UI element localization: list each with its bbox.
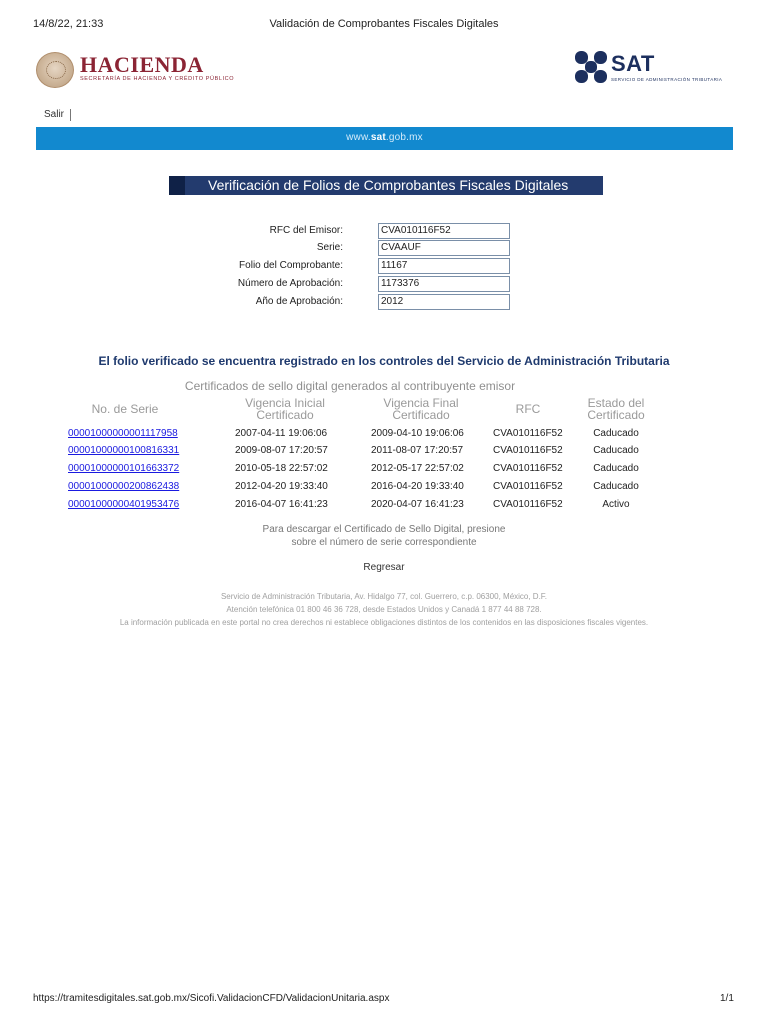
certificate-start-date: 2007-04-11 19:06:06 — [235, 428, 328, 439]
certificate-end-date: 2011-08-07 17:20:57 — [371, 445, 464, 456]
download-note-line1: Para descargar el Certificado de Sello Digital, presione — [262, 524, 506, 535]
banner-title: Verificación de Folios de Comprobantes Fiscales Digitales — [208, 177, 569, 193]
footer-address: Servicio de Administración Tributaria, Av. Hidalgo 77, col. Guerrero, c.p. 06300, México, D.F. — [220, 592, 548, 601]
certificate-rfc: CVA010116F52 — [493, 481, 563, 492]
certificate-end-date: 2016-04-20 19:33:40 — [371, 481, 464, 492]
site-header-band — [36, 127, 733, 150]
certificate-start-date: 2016-04-07 16:41:23 — [235, 499, 328, 510]
sat-logo-text: SAT — [611, 51, 655, 76]
certificates-subtitle: Certificados de sello digital generados al contribuyente emisor — [184, 379, 516, 393]
numero-aprobacion-field: 1173376 — [378, 276, 510, 292]
verification-result-message: El folio verificado se encuentra registrado en los controles del Servicio de Administración Tributaria — [98, 354, 670, 368]
print-page-title: Validación de Comprobantes Fiscales Digitales — [269, 18, 499, 30]
download-note — [0, 523, 768, 549]
header-rfc: RFC — [515, 402, 541, 416]
hacienda-logo — [34, 50, 235, 90]
certificate-rfc: CVA010116F52 — [493, 428, 563, 439]
certificate-serial-link[interactable]: 00001000000101663372 — [68, 463, 180, 474]
certificate-status: Caducado — [593, 428, 639, 439]
certificate-start-date: 2010-05-18 22:57:02 — [235, 463, 328, 474]
download-note-line2: sobre el número de serie correspondiente — [291, 537, 477, 548]
header-start: Vigencia Inicial Certificado — [245, 396, 325, 422]
numero-aprobacion-label: Número de Aprobación: — [237, 278, 343, 289]
header-end: Vigencia Final Certificado — [383, 396, 459, 422]
footer-disclaimer: La información publicada en este portal no crea derechos ni establece obligaciones distintos de los contenidos en las disposiciones fiscales vigentes. — [119, 618, 649, 627]
certificate-status: Caducado — [593, 481, 639, 492]
hacienda-logo-text: HACIENDA — [80, 52, 204, 77]
certificate-serial-link[interactable]: 00001000000200862438 — [68, 481, 180, 492]
certificate-end-date: 2009-04-10 19:06:06 — [371, 428, 464, 439]
hacienda-logo-subtitle: SECRETARÍA DE HACIENDA Y CRÉDITO PÚBLICO — [80, 76, 235, 82]
serie-label: Serie: — [316, 242, 343, 253]
certificate-serial-link[interactable]: 00001000000401953476 — [68, 499, 180, 510]
certificate-start-date: 2009-08-07 17:20:57 — [235, 445, 328, 456]
certificate-status: Caducado — [593, 445, 639, 456]
certificate-rfc: CVA010116F52 — [493, 463, 563, 474]
rfc-emisor-label: RFC del Emisor: — [269, 225, 343, 236]
folio-field: 11167 — [378, 258, 510, 274]
certificate-end-date: 2020-04-07 16:41:23 — [371, 499, 464, 510]
logout-link[interactable]: Salir — [44, 109, 71, 121]
certificate-status: Activo — [602, 499, 630, 510]
banner-accent — [169, 176, 185, 195]
certificate-rfc: CVA010116F52 — [493, 445, 563, 456]
folio-label: Folio del Comprobante: — [239, 260, 343, 271]
print-page-number: 1/1 — [720, 993, 734, 1004]
print-url: https://tramitesdigitales.sat.gob.mx/Sicofi.ValidacionCFD/ValidacionUnitaria.aspx — [33, 993, 390, 1004]
certificate-serial-link[interactable]: 00001000000001117958 — [68, 428, 178, 439]
anio-aprobacion-label: Año de Aprobación: — [255, 296, 343, 307]
site-url-link[interactable]: www.sat.gob.mx — [346, 132, 423, 143]
rfc-emisor-field: CVA010116F52 — [378, 223, 510, 239]
verification-banner — [169, 176, 603, 195]
serie-field: CVAAUF — [378, 240, 510, 256]
certificate-start-date: 2012-04-20 19:33:40 — [235, 481, 328, 492]
print-datetime: 14/8/22, 21:33 — [33, 18, 104, 30]
anio-aprobacion-field: 2012 — [378, 294, 510, 310]
national-seal-icon — [36, 52, 74, 88]
certificate-serial-link[interactable]: 00001000000100816331 — [68, 445, 180, 456]
certificate-end-date: 2012-05-17 22:57:02 — [371, 463, 464, 474]
sat-logo-subtitle: SERVICIO DE ADMINISTRACIÓN TRIBUTARIA — [611, 77, 723, 82]
footer-phone: Atención telefónica 01 800 46 36 728, desde Estados Unidos y Canadá 1 877 44 88 728. — [226, 605, 542, 614]
back-link[interactable]: Regresar — [363, 562, 405, 573]
header-status: Estado del Certificado — [587, 396, 645, 422]
header-serial: No. de Serie — [91, 402, 159, 416]
sat-emblem-icon — [574, 50, 608, 84]
sat-logo — [574, 50, 734, 86]
certificate-status: Caducado — [593, 463, 639, 474]
certificate-rfc: CVA010116F52 — [493, 499, 563, 510]
